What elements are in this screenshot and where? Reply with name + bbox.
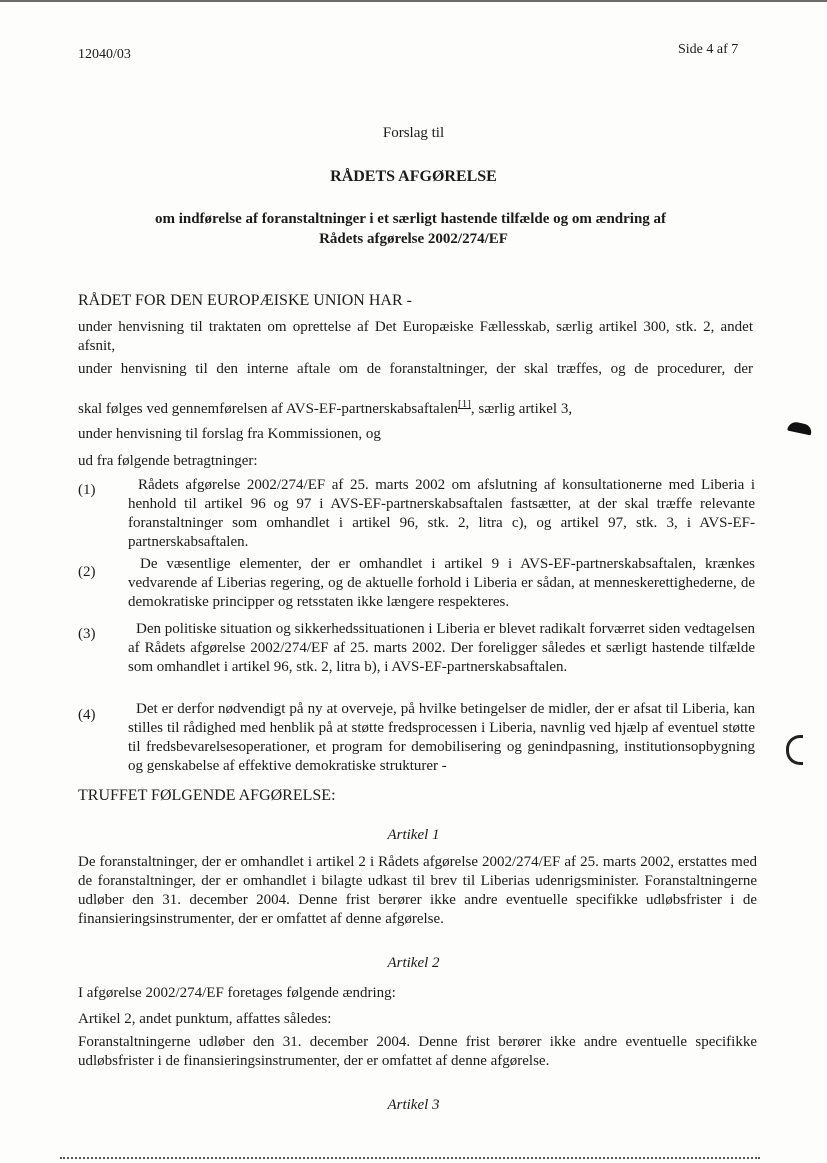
article-heading: Artikel 2 bbox=[387, 955, 440, 971]
title-main: RÅDETS AFGØRELSE bbox=[330, 168, 497, 185]
title-subtitle-line1: om indførelse af foranstaltninger i et særligt hastende tilfælde og om ændring af bbox=[154, 211, 667, 227]
page-number: Side 4 af 7 bbox=[678, 42, 739, 57]
preamble-paragraph-2-tail: , særlig artikel 3, bbox=[470, 401, 573, 417]
footnote-reference[interactable]: [1] bbox=[458, 398, 471, 410]
preamble-paragraph-2-text: skal følges ved gennemførelsen af AVS-EF-partnerskabsaftalen bbox=[78, 401, 459, 417]
scan-mark bbox=[786, 735, 803, 765]
document-reference: 12040/03 bbox=[78, 47, 131, 62]
title-subtitle-line2: Rådets afgørelse 2002/274/EF bbox=[319, 231, 508, 247]
recital-text: Den politiske situation og sikkerhedssituationen i Liberia er blevet radikalt forværret siden vedtagelsen af Rådets afgørelse 2002/274/EF af 25. marts 2002. Der foreligger således et særligt hastende tilfælde som omhandlet i artikel 96, stk. 2, litra b), i AVS-EF-partnerskabsaftalen. bbox=[128, 621, 755, 675]
article-paragraph: Artikel 2, andet punktum, affattes således: bbox=[78, 1011, 332, 1027]
recital-number: (4) bbox=[78, 707, 96, 723]
article-heading: Artikel 1 bbox=[387, 827, 440, 843]
preamble-heading: RÅDET FOR DEN EUROPÆISKE UNION HAR - bbox=[78, 292, 412, 309]
decision-heading: TRUFFET FØLGENDE AFGØRELSE: bbox=[78, 787, 336, 804]
article-paragraph: I afgørelse 2002/274/EF foretages følgende ændring: bbox=[78, 985, 396, 1001]
preamble-paragraph-2-line2 bbox=[78, 395, 572, 419]
recital-number: (1) bbox=[78, 482, 96, 498]
recital-number: (3) bbox=[78, 626, 96, 642]
title-forslag: Forslag til bbox=[382, 125, 445, 141]
preamble-paragraph-1: under henvisning til traktaten om oprettelse af Det Europæiske Fællesskab, særlig artikel 300, stk. 2, andet afsnit, bbox=[78, 319, 753, 354]
recital-text: De væsentlige elementer, der er omhandlet i artikel 9 i AVS-EF-partnerskabsaftalen, krænkes vedvarende af Liberias regering, og de aktuelle forhold i Liberia er sådan, at menneskerettighederne, de demokratiske principper og retsstaten ikke længere respekteres. bbox=[128, 556, 755, 610]
scan-top-border bbox=[0, 0, 827, 2]
preamble-paragraph-2-line1: under henvisning til den interne aftale om de foranstaltninger, der skal træffes, og de procedurer, der bbox=[78, 361, 753, 377]
recital-number: (2) bbox=[78, 564, 96, 580]
article-heading: Artikel 3 bbox=[387, 1097, 440, 1113]
scan-bottom-border bbox=[60, 1157, 760, 1160]
recital-text: Rådets afgørelse 2002/274/EF af 25. marts 2002 om afslutning af konsultationerne med Liberia i henhold til artikel 96 og 97 i AVS-EF-partnerskabsaftalen fastsætter, at der skal træffe relevante foranstaltninger som omhandlet i artikel 96, stk. 2, litra c), og artikel 97, stk. 3, i AVS-EF-partnerskabsaftalen. bbox=[128, 477, 755, 550]
recital-text: Det er derfor nødvendigt på ny at overveje, på hvilke betingelser de midler, der er afsat til Liberia, kan stilles til rådighed med henblik på at støtte fredsprocessen i Liberia, navnlig ved hjælp af eventuel støtte til fredsbevarelsesoperationer, et program for demobilisering og genindpasning, institutionsopbygning og genskabelse af effektive demokratiske strukturer - bbox=[128, 701, 755, 774]
preamble-paragraph-4: ud fra følgende betragtninger: bbox=[78, 453, 258, 469]
article-text: De foranstaltninger, der er omhandlet i artikel 2 i Rådets afgørelse 2002/274/EF af 25. marts 2002, erstattes med de foranstaltninger, der er omhandlet i bilagte udkast til brev til Liberias udenrigsminister. Foranstaltningerne udløber den 31. december 2004. Denne frist berører ikke andre eventuelle specifikke udløbsfrister i de finansieringsinstrumenter, der er omfattet af denne afgørelse. bbox=[78, 854, 757, 927]
scan-mark bbox=[787, 421, 813, 436]
article-paragraph: Foranstaltningerne udløber den 31. december 2004. Denne frist berører ikke andre eventuelle specifikke udløbsfrister i de finansieringsinstrumenter, der er omfattet af denne afgørelse. bbox=[78, 1034, 757, 1069]
preamble-paragraph-3: under henvisning til forslag fra Kommissionen, og bbox=[78, 426, 381, 442]
